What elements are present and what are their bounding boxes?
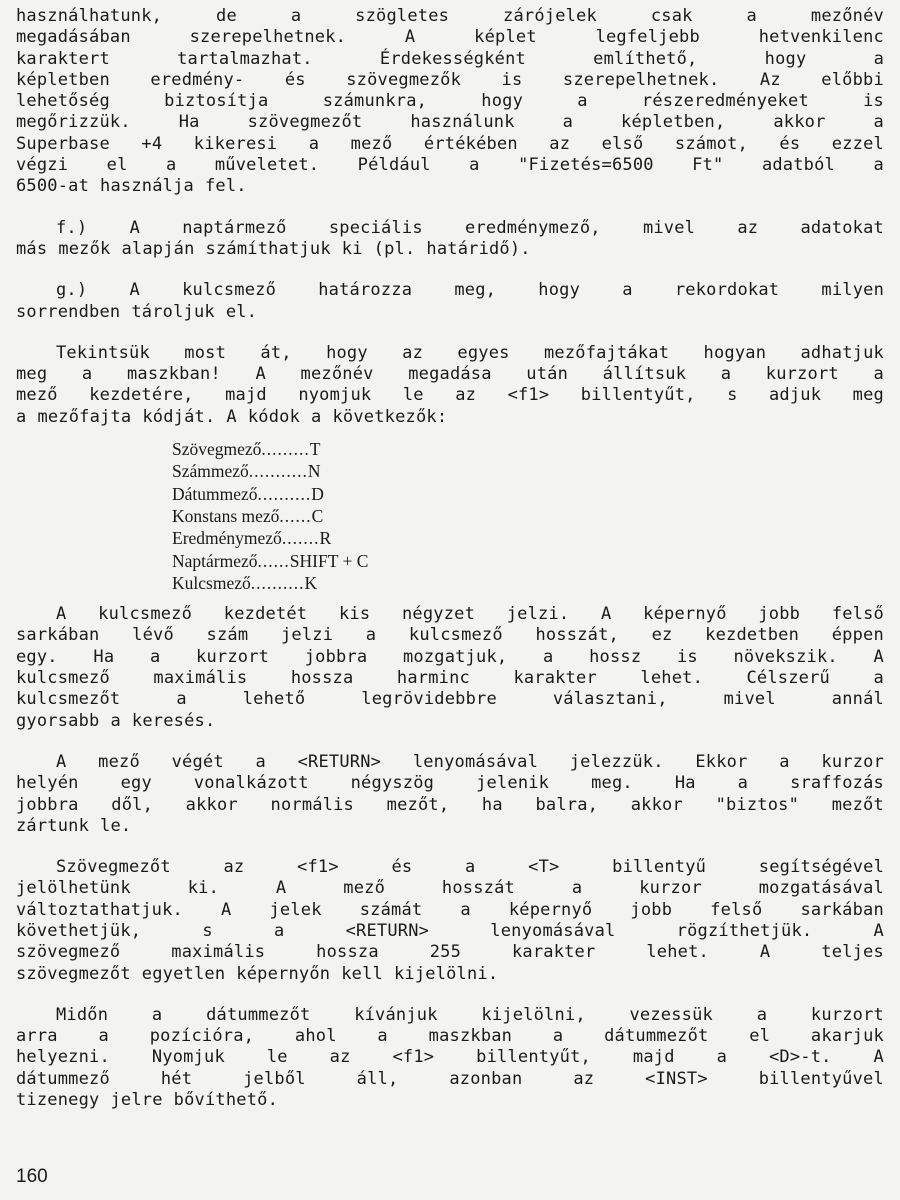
text-line: megadásában szerepelhetnek. A képlet legfeljebb hetvenkilenc xyxy=(16,27,884,48)
paragraph-4 xyxy=(16,343,884,428)
dot-leader: ....... xyxy=(281,528,320,549)
field-type-code: R xyxy=(319,528,332,549)
text-line: végzi el a műveletet. Például a "Fizetés=6500 Ft" adatból a xyxy=(16,155,884,176)
field-code-row xyxy=(172,572,884,594)
text-line: meg a maszkban! A mezőnév megadása után állítsuk a kurzort a xyxy=(16,364,884,385)
field-type-name: Eredménymező xyxy=(172,528,282,549)
field-type-name: Számmező xyxy=(172,461,249,482)
text-line: kulcsmezőt a lehető legrövidebbre választani, mivel annál xyxy=(16,689,884,710)
text-line: arra a pozícióra, ahol a maszkban a dátummezőt el akarjuk xyxy=(16,1026,884,1047)
page-number: 160 xyxy=(16,1166,48,1187)
text-line: sorrendben tároljuk el. xyxy=(16,301,258,322)
text-line: jobbra dől, akkor normális mezőt, ha balra, akkor "biztos" mezőt xyxy=(16,794,884,815)
dot-leader: ......... xyxy=(261,439,310,460)
text-line: változtathatjuk. A jelek számát a képernyő jobb felső sarkában xyxy=(16,899,884,920)
text-line: 6500-at használja fel. xyxy=(16,176,247,197)
text-line: gyorsabb a keresés. xyxy=(16,710,216,731)
field-type-name: Konstans mező xyxy=(172,505,280,526)
dot-leader: ........... xyxy=(248,461,308,482)
text-line: követhetjük, s a <RETURN> lenyomásával rögzíthetjük. A xyxy=(16,920,884,941)
text-line: A mező végét a <RETURN> lenyomásával jelezzük. Ekkor a kurzor xyxy=(56,751,884,772)
field-code-row xyxy=(172,438,884,460)
text-flow xyxy=(16,6,884,1111)
field-type-code: C xyxy=(311,505,324,526)
paragraph-5 xyxy=(16,604,884,732)
text-line: helyén egy vonalkázott négyszög jelenik meg. Ha a sraffozás xyxy=(16,773,884,794)
paragraph-7 xyxy=(16,857,884,985)
field-code-row xyxy=(172,505,884,527)
paragraph-8 xyxy=(16,1005,884,1111)
text-line: a mezőfajta kódját. A kódok a következők: xyxy=(16,406,448,427)
text-line: más mezők alapján számíthatjuk ki (pl. határidő). xyxy=(16,238,531,259)
text-line: megőrizzük. Ha szövegmezőt használunk a képletben, akkor a xyxy=(16,112,884,133)
paragraph-2 xyxy=(16,218,884,261)
paragraph-6 xyxy=(16,752,884,837)
field-type-name: Naptármező xyxy=(172,550,258,571)
paragraph-1 xyxy=(16,6,884,198)
text-line: g.) A kulcsmező határozza meg, hogy a rekordokat milyen xyxy=(56,280,884,301)
text-line: f.) A naptármező speciális eredménymező, mivel az adatokat xyxy=(56,217,884,238)
text-line: jelölhetünk ki. A mező hosszát a kurzor mozgatásával xyxy=(16,878,884,899)
dot-leader: .......... xyxy=(250,572,305,593)
text-line: helyezni. Nyomjuk le az <f1> billentyűt, majd a <D>-t. A xyxy=(16,1047,884,1068)
text-line: sarkában lévő szám jelzi a kulcsmező hosszát, ez kezdetben éppen xyxy=(16,625,884,646)
text-line: Szövegmezőt az <f1> és a <T> billentyű segítségével xyxy=(56,857,884,878)
text-line: zártunk le. xyxy=(16,815,132,836)
text-line: tizenegy jelre bővíthető. xyxy=(16,1090,279,1111)
field-code-row xyxy=(172,550,884,572)
field-type-code: SHIFT + C xyxy=(289,550,369,571)
text-line: képletben eredmény- és szövegmezők is szerepelhetnek. Az előbbi xyxy=(16,69,884,90)
field-code-row xyxy=(172,527,884,549)
text-line: A kulcsmező kezdetét kis négyzet jelzi. A képernyő jobb felső xyxy=(56,604,884,625)
field-type-code: N xyxy=(307,461,321,482)
text-line: dátummező hét jelből áll, azonban az <INST> billentyűvel xyxy=(16,1068,884,1089)
text-line: egy. Ha a kurzort jobbra mozgatjuk, a hossz is növekszik. A xyxy=(16,646,884,667)
text-line: használhatunk, de a szögletes zárójelek csak a mezőnév xyxy=(16,6,884,26)
text-line: Midőn a dátummezőt kívánjuk kijelölni, vezessük a kurzort xyxy=(56,1004,884,1025)
dot-leader: ...... xyxy=(257,550,290,571)
text-line: mező kezdetére, majd nyomjuk le az <f1> billentyűt, s adjuk meg xyxy=(16,385,884,406)
dot-leader: ...... xyxy=(279,505,312,526)
dot-leader: .......... xyxy=(257,483,312,504)
paragraph-3 xyxy=(16,280,884,323)
field-code-row xyxy=(172,483,884,505)
field-type-code: T xyxy=(309,439,321,460)
text-line: karaktert tartalmazhat. Érdekességként említhető, hogy a xyxy=(16,48,884,69)
field-type-name: Dátummező xyxy=(172,483,258,504)
book-page xyxy=(16,6,884,1111)
field-code-table xyxy=(172,438,884,594)
text-line: kulcsmező maximális hossza harminc karakter lehet. Célszerű a xyxy=(16,668,884,689)
text-line: szövegmező maximális hossza 255 karakter lehet. A teljes xyxy=(16,942,884,963)
field-type-code: D xyxy=(311,483,324,504)
field-type-name: Kulcsmező xyxy=(172,572,251,593)
field-code-row xyxy=(172,460,884,482)
text-line: lehetőség biztosítja számunkra, hogy a részeredményeket is xyxy=(16,91,884,112)
field-type-name: Szövegmező xyxy=(172,439,262,460)
field-type-code: K xyxy=(304,572,318,593)
text-line: szövegmezőt egyetlen képernyőn kell kijelölni. xyxy=(16,963,499,984)
text-line: Superbase +4 kikeresi a mező értékében az első számot, és ezzel xyxy=(16,133,884,154)
text-line: Tekintsük most át, hogy az egyes mezőfajtákat hogyan adhatjuk xyxy=(56,342,884,363)
